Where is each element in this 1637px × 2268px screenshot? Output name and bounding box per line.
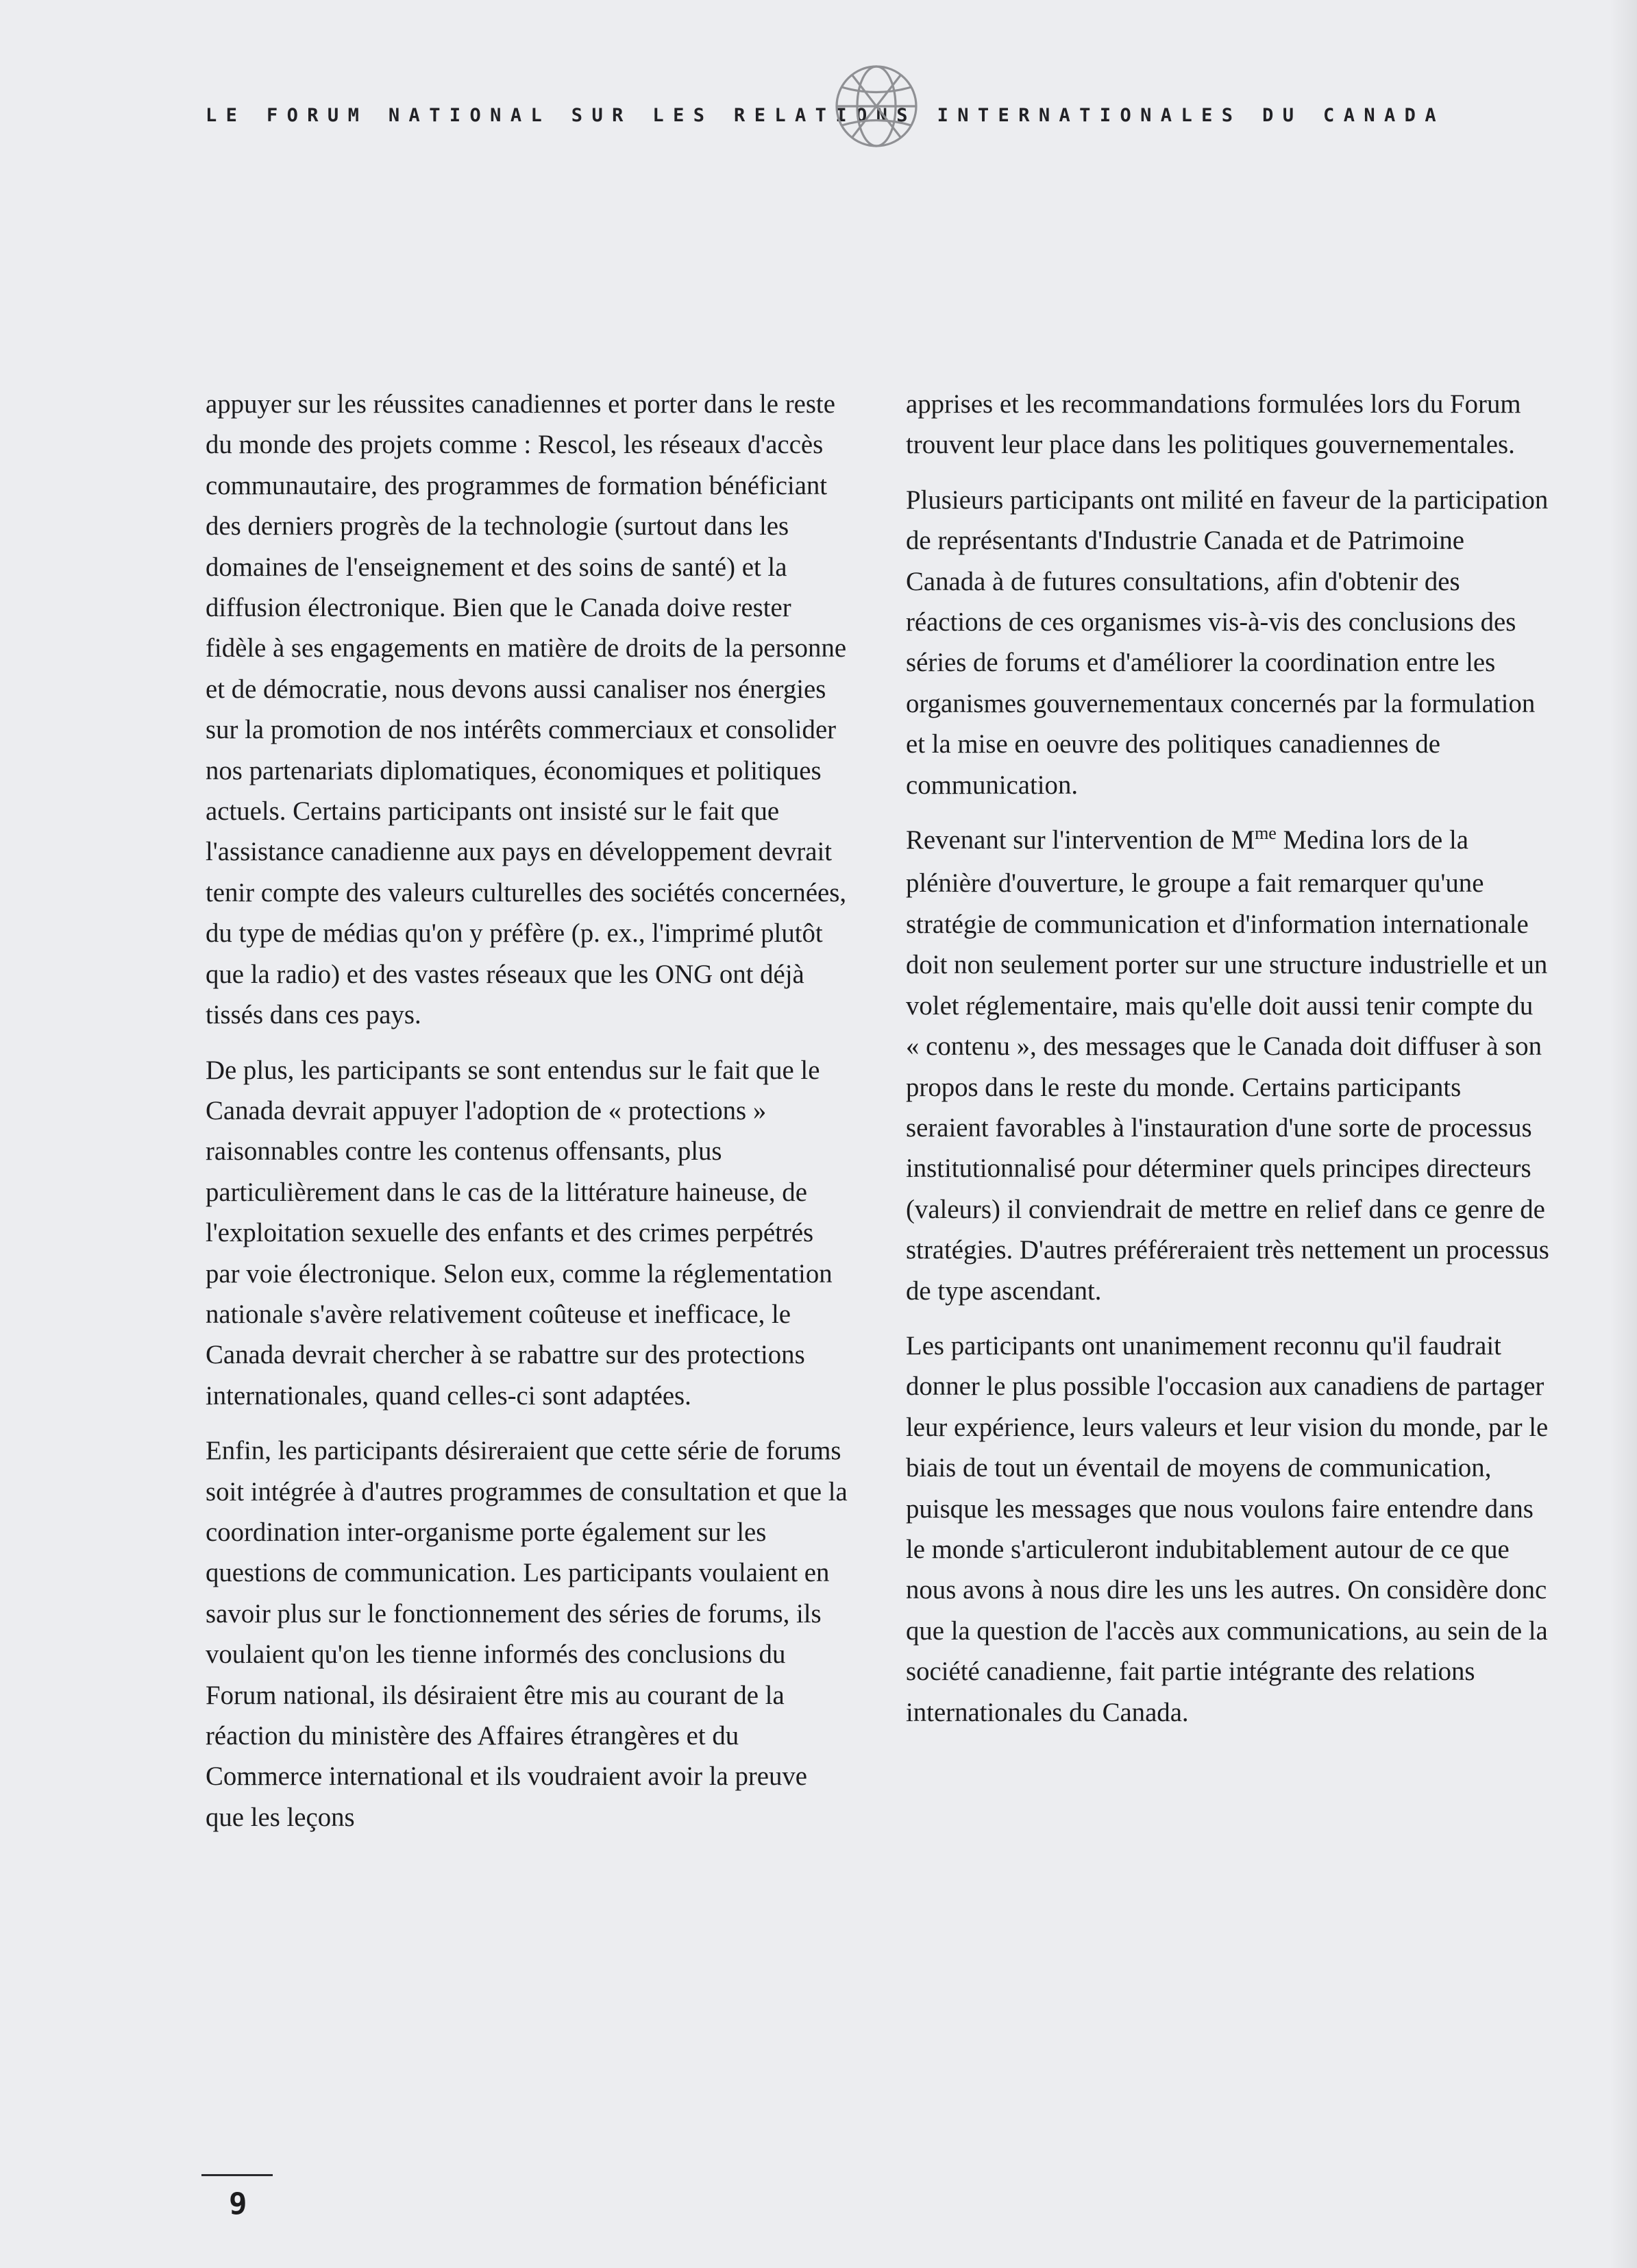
paragraph: appuyer sur les réussites canadiennes et porter dans le reste du monde des projets comme : Rescol, les réseaux d'accès communautaire, des programmes de formation bénéficiant des derniers progrès de la technologie (surtout dans les domaines de l'enseignement et des soins de santé) et la diffusion électronique. Bien que le Canada doive rester fidèle à ses engagements en matière de droits de la personne et de démocratie, nous devons aussi canaliser nos énergies sur la promotion de nos intérêts commerciaux et consolider nos partenariats diplomatiques, économiques et politiques actuels. Certains participants ont insisté sur le fait que l'assistance canadienne aux pays en développement devrait tenir compte des valeurs culturelles des sociétés concernées, du type de médias qu'on y préfère (p. ex., l'imprimé plutôt que la radio) et des vastes réseaux que les ONG ont déjà tissés dans ces pays. bbox=[206, 389, 847, 1030]
superscript: me bbox=[1255, 823, 1277, 844]
paragraph: Enfin, les participants désireraient que cette série de forums soit intégrée à d'autres programmes de consultation et que la coordination inter-organisme porte également sur les questions de communication. Les participants voulaient en savoir plus sur le fonctionnement des séries de forums, ils voulaient qu'on les tienne informés des conclusions du Forum national, ils désiraient être mis au courant de la réaction du ministère des Affaires étrangères et du Commerce international et ils voudraient avoir la preuve que les leçons bbox=[206, 1436, 848, 1832]
paragraph: Plusieurs participants ont milité en faveur de la participation de représentants d'Industrie Canada et de Patrimoine Canada à de futures consultations, afin d'obtenir des réactions de ces organismes vis-à-vis des conclusions des séries de forums et d'améliorer la coordination entre les organismes gouvernementaux concernés par la formulation et la mise en oeuvre des politiques canadiennes de communication. bbox=[906, 485, 1549, 800]
paragraph: Les participants ont unanimement reconnu qu'il faudrait donner le plus possible l'occasion aux canadiens de partager leur expérience, leurs valeurs et leur vision du monde, par le biais de tout un éventail de moyens de communication, puisque les messages que nous voulons faire entendre dans le monde s'articuleront indubitablement autour de ce que nous avons à nous dire les uns les autres. On considère donc que la question de l'accès aux communications, au sein de la société canadienne, fait partie intégrante des relations internationales du Canada. bbox=[906, 1330, 1549, 1727]
globe-logo-icon bbox=[832, 62, 921, 151]
footer-rule bbox=[201, 2174, 273, 2176]
running-header-title: LE FORUM NATIONAL SUR LES RELATIONS INTERNATIONALES DU CANADA bbox=[206, 105, 1445, 126]
paragraph-text: Revenant sur l'intervention de M bbox=[906, 825, 1255, 855]
page-number: 9 bbox=[229, 2186, 247, 2221]
paragraph: De plus, les participants se sont entendus sur le fait que le Canada devrait appuyer l'adoption de « protections » raisonnables contre les contenus offensants, plus particulièrement dans le cas de la littérature haineuse, de l'exploitation sexuelle des enfants et des crimes perpétrés par voie électronique. Selon eux, comme la réglementation nationale s'avère relativement coûteuse et inefficace, le Canada devrait chercher à se rabattre sur des protections internationales, quand celles-ci sont adaptées. bbox=[206, 1055, 833, 1411]
paragraph-text: Medina lors de la plénière d'ouverture, le groupe a fait remarquer qu'une stratégie de communication et d'information internationale doit non seulement porter sur une structure industrielle et un volet réglementaire, mais qu'elle doit aussi tenir compte du « contenu », des messages que le Canada doit diffuser à son propos dans le reste du monde. Certains participants seraient favorables à l'instauration d'une sorte de processus institutionnalisé pour déterminer quels principes directeurs (valeurs) il conviendrait de mettre en relief dans ce genre de stratégies. D'autres préféreraient très nettement un processus de type ascendant. bbox=[906, 825, 1549, 1306]
paragraph bbox=[906, 820, 1550, 1311]
paragraph: apprises et les recommandations formulées lors du Forum trouvent leur place dans les politiques gouvernementales. bbox=[906, 389, 1521, 460]
page-edge-shadow bbox=[1610, 0, 1637, 2268]
left-column bbox=[206, 384, 850, 1852]
right-column bbox=[906, 384, 1550, 1747]
